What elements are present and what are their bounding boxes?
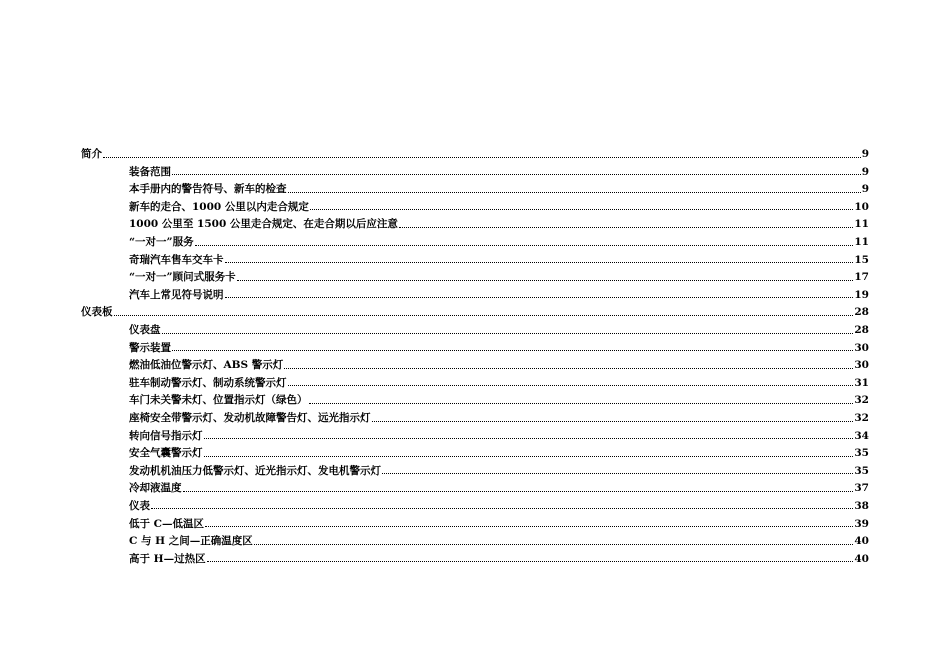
toc-entry-title: 警示装置 bbox=[129, 341, 171, 354]
toc-dot-leader bbox=[310, 209, 853, 210]
toc-dot-leader bbox=[372, 421, 854, 422]
toc-section-entry[interactable] bbox=[81, 212, 869, 230]
toc-entry-title: 座椅安全带警示灯、发动机故障警告灯、远光指示灯 bbox=[129, 412, 371, 424]
toc-entry-title: 仪表 bbox=[129, 499, 150, 512]
toc-entry-title: 燃油低油位警示灯、ABS 警示灯 bbox=[129, 359, 284, 372]
toc-entry-title: 新车的走合、1000 公里以内走合规定 bbox=[129, 200, 309, 213]
toc-entry-title: 发动机机油压力低警示灯、近光指示灯、发电机警示灯 bbox=[129, 464, 381, 477]
toc-section-entry[interactable] bbox=[81, 265, 869, 283]
toc-section-entry[interactable] bbox=[81, 441, 869, 459]
toc-entry-title: 装备范围 bbox=[129, 165, 171, 178]
toc-entry-title: 冷却液温度 bbox=[129, 482, 182, 495]
toc-section-entry[interactable] bbox=[81, 529, 869, 547]
toc-page-number: 32 bbox=[854, 412, 869, 424]
toc-dot-leader bbox=[237, 280, 854, 281]
toc-entry-title: 车门未关警未灯、位置指示灯（绿色） bbox=[129, 394, 308, 407]
toc-dot-leader bbox=[288, 192, 861, 193]
toc-page-number: 35 bbox=[854, 464, 869, 477]
toc-section-entry[interactable] bbox=[81, 248, 869, 266]
toc-section-entry[interactable] bbox=[81, 230, 869, 248]
toc-page-number: 37 bbox=[854, 482, 869, 495]
toc-section-entry[interactable] bbox=[81, 160, 869, 178]
toc-dot-leader bbox=[204, 456, 854, 457]
toc-page-number: 38 bbox=[854, 499, 869, 512]
toc-section-entry[interactable] bbox=[81, 476, 869, 494]
toc-page-number: 40 bbox=[854, 535, 869, 548]
toc-entry-title: 仪表盘 bbox=[129, 324, 161, 337]
toc-dot-leader bbox=[399, 227, 853, 228]
toc-entry-title: 转向信号指示灯 bbox=[129, 429, 203, 442]
toc-entry-title: C 与 H 之间—正确温度区 bbox=[129, 535, 253, 548]
toc-page-number: 9 bbox=[861, 183, 869, 196]
toc-page-number: 10 bbox=[854, 200, 869, 213]
toc-entry-title: 简介 bbox=[81, 148, 102, 161]
toc-entry-title: 本手册内的警告符号、新车的检查 bbox=[129, 183, 287, 196]
toc-dot-leader bbox=[162, 333, 854, 334]
toc-entry-title: 奇瑞汽车售车交车卡 bbox=[129, 253, 224, 266]
toc-section-entry[interactable] bbox=[81, 459, 869, 477]
toc-entry-title: 仪表板 bbox=[81, 306, 113, 319]
toc-dot-leader bbox=[195, 245, 854, 246]
toc-entry-title: 1000 公里至 1500 公里走合规定、在走合期以后应注意 bbox=[129, 218, 398, 231]
toc-page-number: 31 bbox=[854, 376, 869, 389]
toc-entry-title: “一对一”顾问式服务卡 bbox=[129, 271, 236, 284]
toc-entry-title: “一对一”服务 bbox=[129, 236, 194, 249]
toc-dot-leader bbox=[172, 350, 853, 351]
toc-dot-leader bbox=[183, 491, 854, 492]
toc-entry-title: 汽车上常见符号说明 bbox=[129, 288, 224, 301]
toc-section-entry[interactable] bbox=[81, 371, 869, 389]
toc-page-number: 30 bbox=[854, 341, 869, 354]
toc-dot-leader bbox=[225, 262, 854, 263]
toc-section-entry[interactable] bbox=[81, 353, 869, 371]
toc-page-number: 15 bbox=[854, 253, 869, 266]
toc-dot-leader bbox=[254, 544, 854, 545]
toc-section-entry[interactable] bbox=[81, 336, 869, 354]
toc-page-number: 17 bbox=[854, 271, 869, 284]
toc-chapter-entry[interactable] bbox=[81, 142, 869, 160]
toc-dot-leader bbox=[205, 526, 853, 527]
toc-page-number: 28 bbox=[854, 324, 869, 337]
toc-dot-leader bbox=[225, 297, 854, 298]
toc-section-entry[interactable] bbox=[81, 511, 869, 529]
toc-page-number: 40 bbox=[854, 552, 869, 565]
toc-dot-leader bbox=[284, 368, 853, 369]
toc-dot-leader bbox=[172, 174, 861, 175]
toc-page-number: 28 bbox=[854, 306, 869, 319]
toc-section-entry[interactable] bbox=[81, 177, 869, 195]
toc-page-number: 11 bbox=[854, 218, 869, 231]
toc-dot-leader bbox=[114, 315, 854, 316]
toc-page-number: 9 bbox=[861, 148, 869, 161]
toc-section-entry[interactable] bbox=[81, 494, 869, 512]
toc-chapter-entry[interactable] bbox=[81, 300, 869, 318]
toc-page-number: 32 bbox=[854, 394, 869, 407]
toc-entry-title: 驻车制动警示灯、制动系统警示灯 bbox=[129, 376, 287, 389]
toc-section-entry[interactable] bbox=[81, 547, 869, 565]
toc-entry-title: 低于 C—低温区 bbox=[129, 517, 205, 530]
toc-dot-leader bbox=[309, 403, 854, 404]
toc-section-entry[interactable] bbox=[81, 424, 869, 442]
toc-dot-leader bbox=[288, 385, 854, 386]
toc-dot-leader bbox=[207, 561, 854, 562]
toc-section-entry[interactable] bbox=[81, 195, 869, 213]
toc-page-number: 9 bbox=[861, 165, 869, 178]
table-of-contents bbox=[81, 142, 869, 564]
toc-page-number: 30 bbox=[854, 359, 869, 372]
toc-page-number: 19 bbox=[854, 288, 869, 301]
toc-page-number: 35 bbox=[854, 447, 869, 460]
toc-entry-title: 安全气囊警示灯 bbox=[129, 447, 203, 460]
toc-entry-title: 高于 H—过热区 bbox=[129, 552, 206, 565]
toc-dot-leader bbox=[204, 438, 854, 439]
toc-dot-leader bbox=[151, 508, 853, 509]
toc-section-entry[interactable] bbox=[81, 318, 869, 336]
toc-section-entry[interactable] bbox=[81, 406, 869, 424]
toc-dot-leader bbox=[103, 157, 861, 158]
toc-page-number: 39 bbox=[854, 517, 869, 530]
toc-page-number: 34 bbox=[854, 429, 869, 442]
toc-section-entry[interactable] bbox=[81, 283, 869, 301]
toc-dot-leader bbox=[382, 473, 853, 474]
toc-page-number: 11 bbox=[854, 236, 869, 249]
toc-section-entry[interactable] bbox=[81, 388, 869, 406]
